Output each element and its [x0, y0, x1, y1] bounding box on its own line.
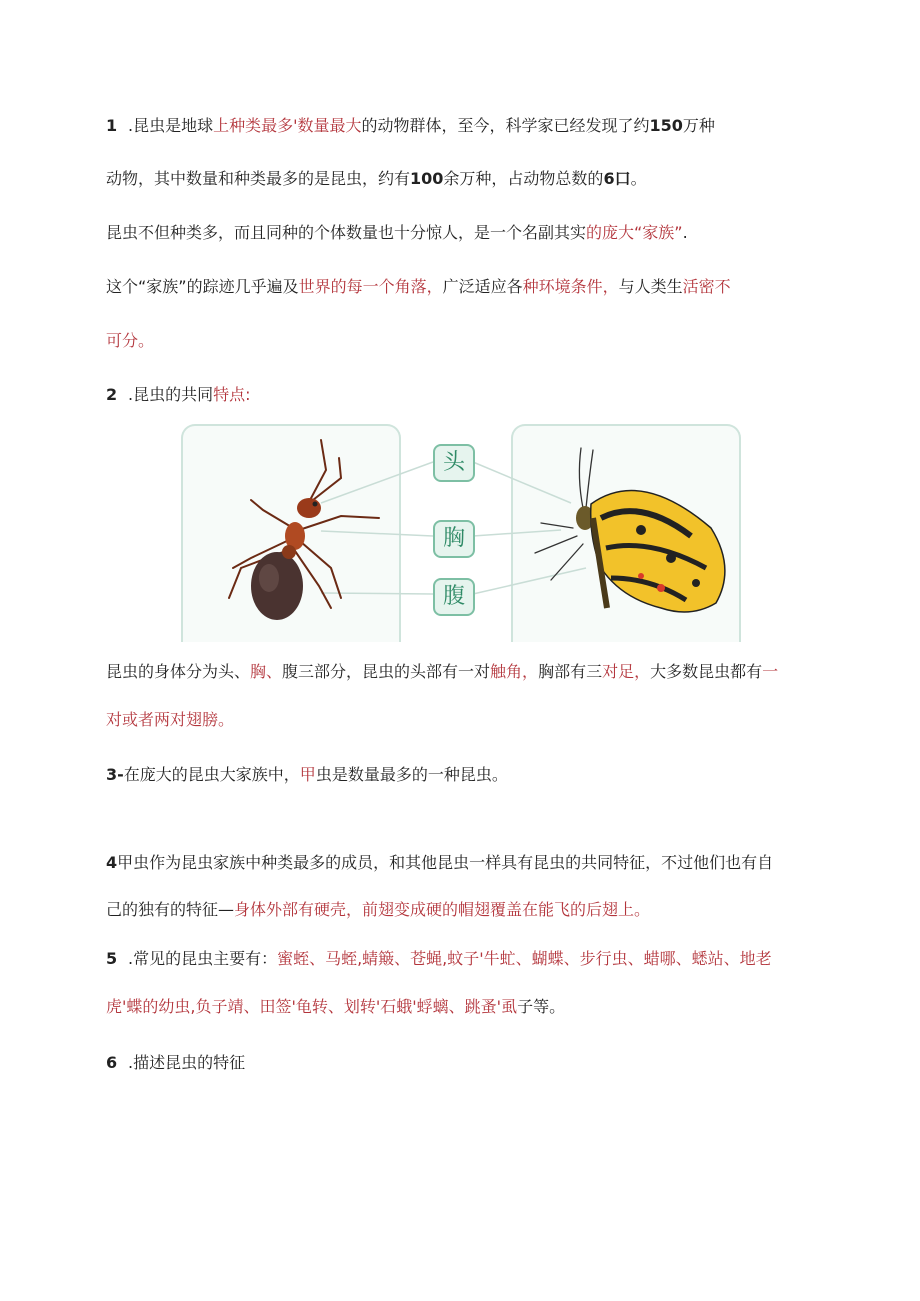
p2d-text-a: 昆虫的身体分为头、 — [106, 662, 251, 681]
p1-l2-text-e: 。 — [630, 169, 647, 188]
item-number-1: 1 — [106, 116, 118, 135]
paragraph-1-line-4 — [106, 277, 731, 297]
p2-text-a: .昆虫的共同 — [128, 385, 214, 404]
paragraph-1-line-3 — [106, 223, 688, 243]
tag-abdomen: 腹 — [433, 578, 475, 616]
item-number-3: 3- — [106, 765, 124, 784]
p4-text-l1: 甲虫作为昆虫家族中种类最多的成员，和其他昆虫一样具有昆虫的共同特征，不过他们也有自 — [117, 853, 774, 872]
item-number-6: 6 — [106, 1053, 118, 1072]
tag-chest: 胸 — [433, 520, 475, 558]
paragraph-1-line-5: 可分。 — [106, 331, 155, 350]
p1-text-a: .昆虫是地球 — [128, 116, 214, 135]
p2d-highlight-one: 一 — [762, 662, 779, 681]
paragraph-2-heading — [106, 385, 251, 405]
p1-highlight-inseparable: 活密不 — [682, 277, 731, 296]
item-number-2: 2 — [106, 385, 118, 404]
p3-highlight-beetle: 甲 — [299, 765, 316, 784]
p4-text-l2a: 己的独有的特征— — [106, 900, 235, 919]
item-number-4: 4 — [106, 853, 118, 872]
paragraph-4-line-1 — [106, 853, 773, 873]
p2-highlight-features: 特点: — [213, 385, 251, 404]
p5-text-end: 子等。 — [517, 997, 566, 1016]
tag-head: 头 — [433, 444, 475, 482]
p1-l2-text-c: 余万种，占动物总数的 — [443, 169, 604, 188]
paragraph-3 — [106, 765, 508, 785]
p1-number-6: 6口 — [603, 169, 631, 188]
p2d-text-g: 大多数昆虫都有 — [650, 662, 763, 681]
p1-text-e: 万种 — [682, 116, 715, 135]
paragraph-1-line-2 — [106, 169, 647, 189]
p1-text-c: 的动物群体，至今，科学家已经发现了约 — [361, 116, 650, 135]
p3-text-a: 在庞大的昆虫大家族中， — [123, 765, 300, 784]
p1-l4-text-a: 这个“家族”的踪迹几乎遍及 — [106, 277, 299, 296]
insect-body-parts-figure — [181, 418, 739, 640]
paragraph-5-line-1 — [106, 949, 772, 969]
p1-highlight-big-family: 的庞大“家族” — [586, 223, 683, 242]
p1-highlight-environments: 种环境条件， — [522, 277, 619, 296]
p1-highlight-every-corner: 世界的每一个角落， — [298, 277, 443, 296]
p2d-highlight-chest: 胸、 — [250, 662, 283, 681]
p1-highlight-most-species: 上种类最多'数量最大 — [213, 116, 362, 135]
ant-icon — [181, 418, 397, 640]
p5-highlight-insect-list-2: 虎'蝶的幼虫,负子靖、田签'龟转、划转'石蛾'蜉螭、跳蚤'虱 — [106, 997, 518, 1016]
butterfly-icon — [511, 418, 741, 640]
p1-l2-text-a: 动物，其中数量和种类最多的是昆虫，约有 — [106, 169, 411, 188]
paragraph-2-desc-line-1 — [106, 662, 778, 682]
p3-text-c: 虫是数量最多的一种昆虫。 — [315, 765, 508, 784]
p1-l3-text-a: 昆虫不但种类多，而且同种的个体数量也十分惊人，是一个名副其实 — [106, 223, 587, 242]
p1-l3-text-c: . — [682, 223, 688, 242]
p1-l4-text-c: 广泛适应各 — [442, 277, 523, 296]
p2d-text-e: 胸部有三 — [538, 662, 603, 681]
p5-highlight-insect-list-1: 蜜蛭、马蛭,蜻簸、苍蝇,蚊子'牛虻、蝴蝶、步行虫、蜡哪、蟋站、地老 — [277, 949, 772, 968]
paragraph-1-line-1 — [106, 116, 715, 136]
paragraph-5-line-2 — [106, 997, 565, 1017]
p5-text-a: .常见的昆虫主要有： — [128, 949, 278, 968]
p6-text-a: .描述昆虫的特征 — [128, 1053, 246, 1072]
p1-number-150: 150 — [649, 116, 683, 135]
paragraph-4-line-2 — [106, 900, 650, 920]
p4-highlight-hard-shell: 身体外部有硬壳，前翅变成硬的帽翅覆盖在能飞的后翅上。 — [234, 900, 651, 919]
paragraph-2-desc-line-2: 对或者两对翅膀。 — [106, 710, 235, 729]
p2d-highlight-antenna: 触角， — [490, 662, 539, 681]
paragraph-6 — [106, 1053, 245, 1073]
p2d-text-c: 腹三部分，昆虫的头部有一对 — [282, 662, 491, 681]
item-number-5: 5 — [106, 949, 118, 968]
p1-number-100: 100 — [410, 169, 444, 188]
p1-l4-text-e: 与人类生 — [618, 277, 683, 296]
p2d-highlight-legs: 对足， — [602, 662, 651, 681]
